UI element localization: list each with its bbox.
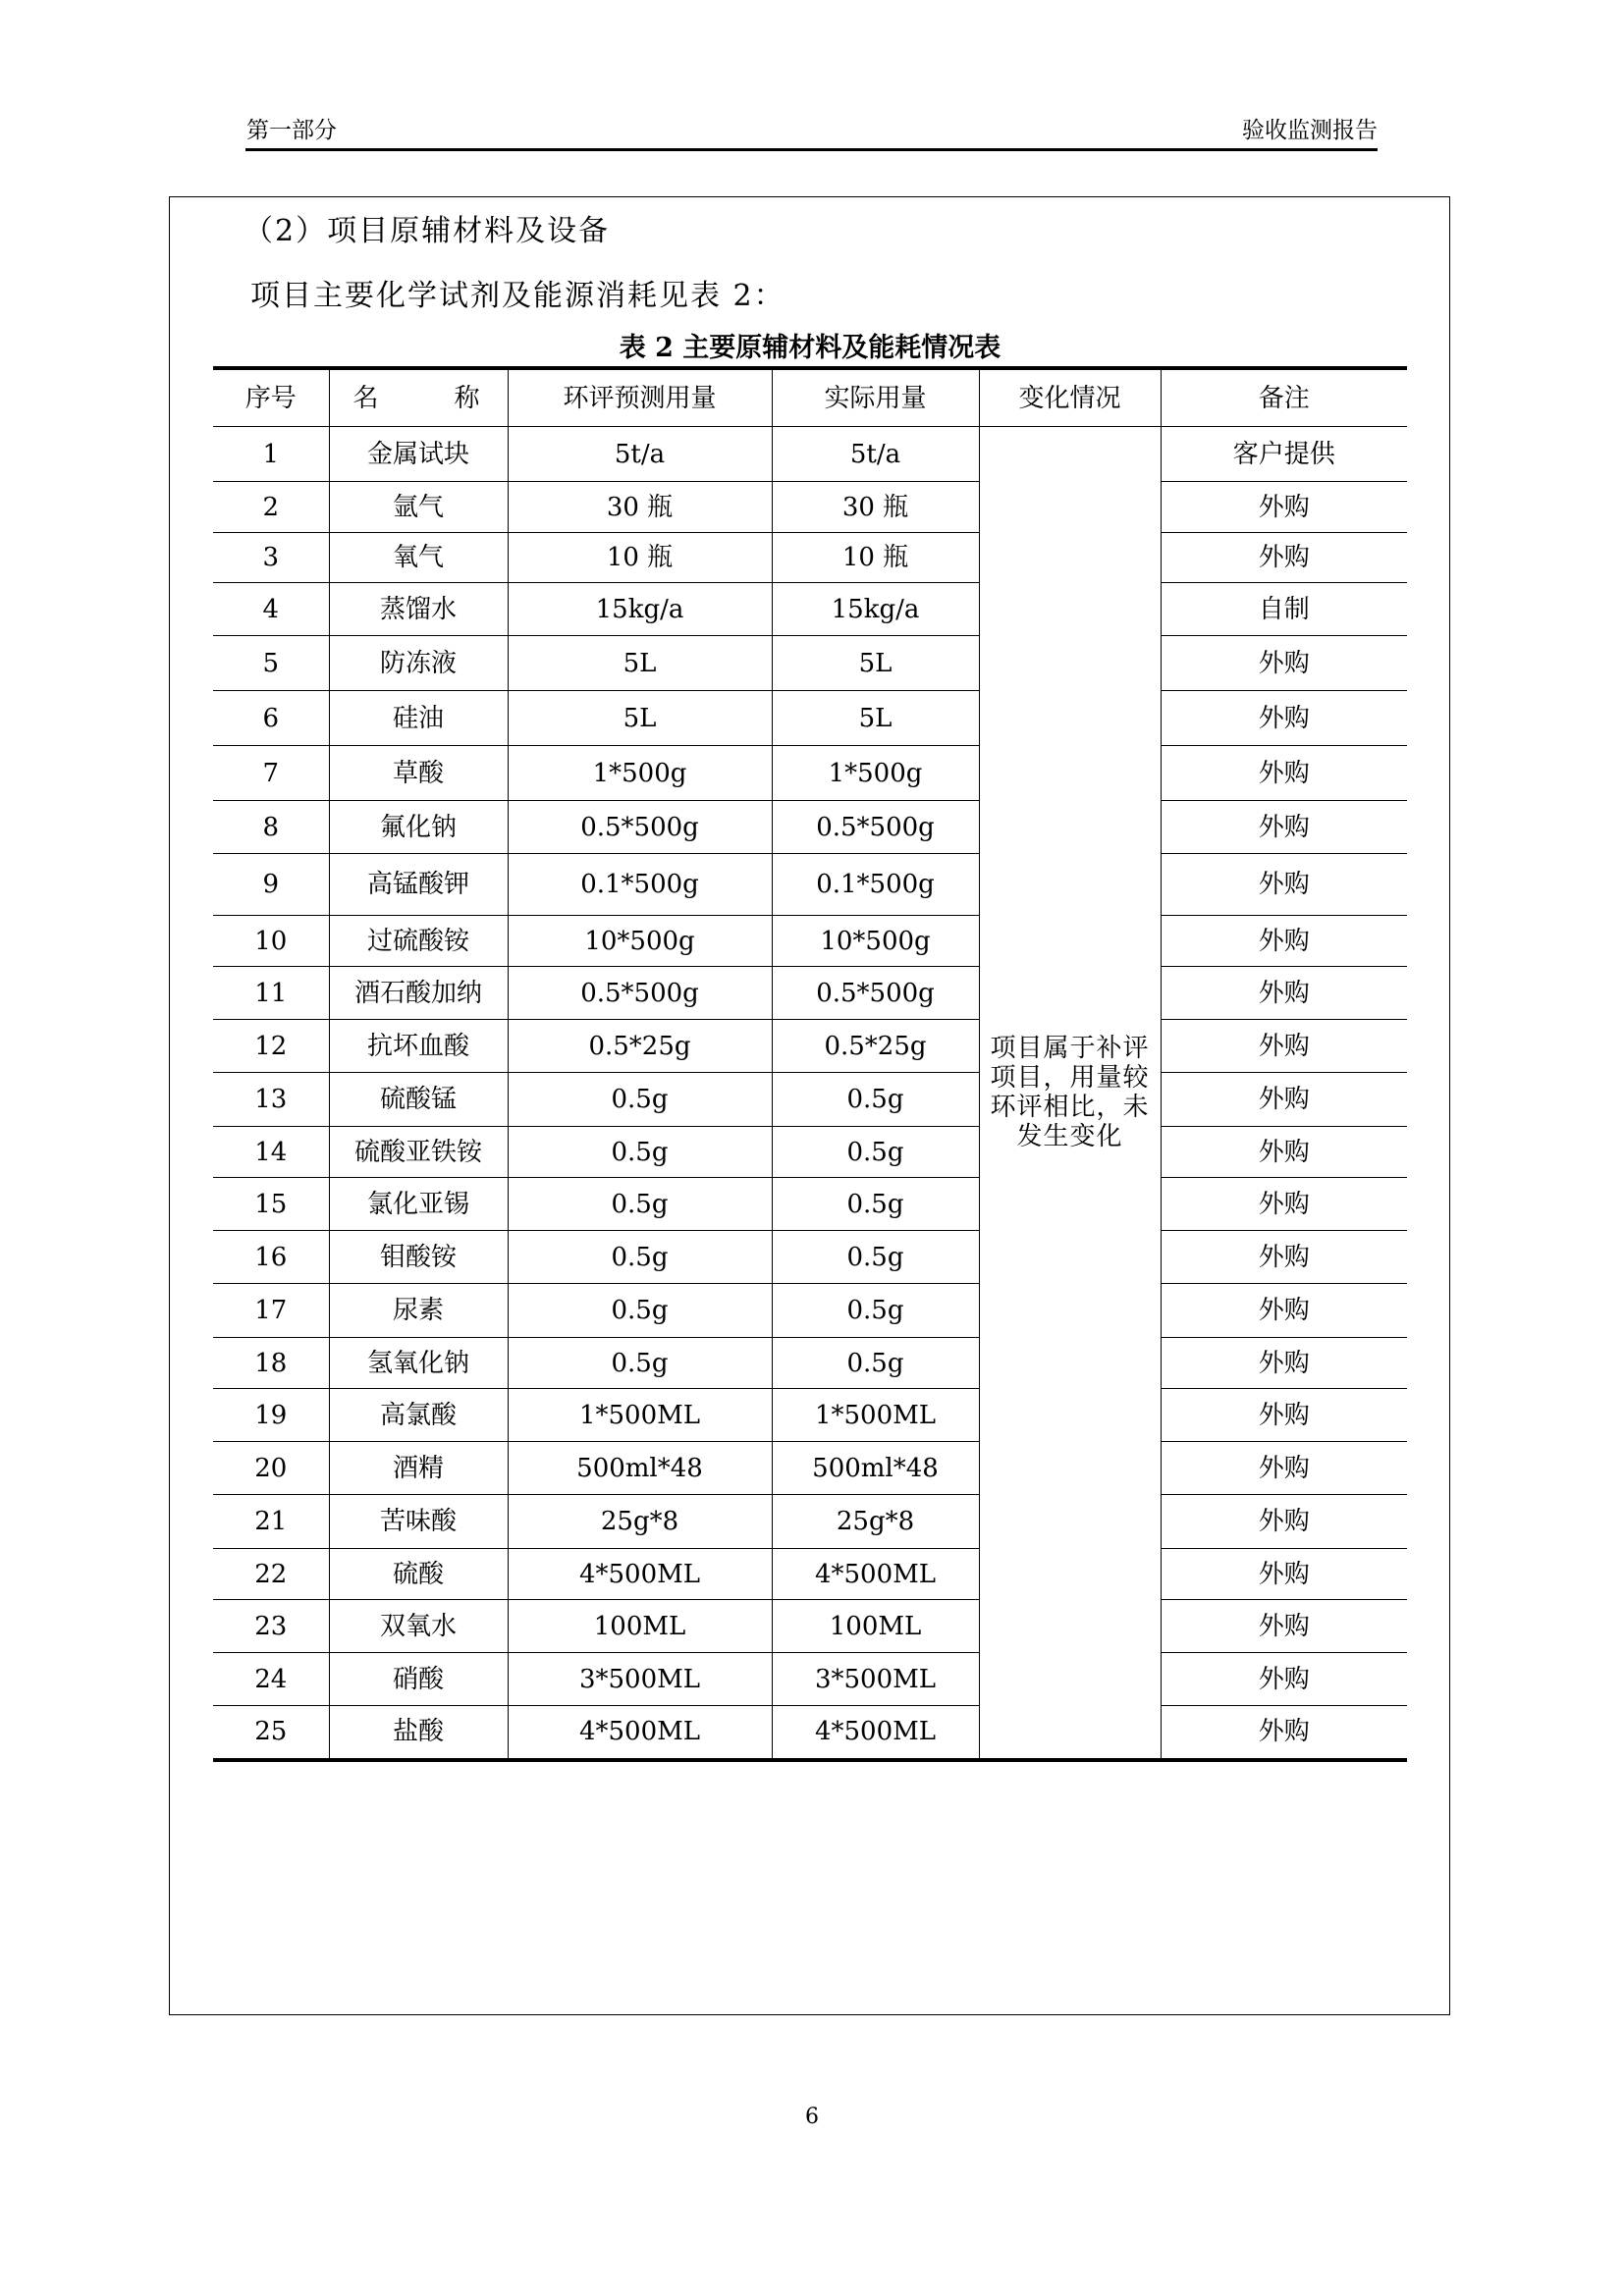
cell-index: 6 [213, 691, 329, 746]
table-row [213, 916, 1407, 967]
cell-remark: 外购 [1161, 1338, 1407, 1389]
cell-name: 酒石酸加纳 [329, 967, 508, 1020]
cell-remark: 外购 [1161, 1653, 1407, 1706]
cell-estimated: 100ML [508, 1600, 772, 1653]
table-row [213, 1020, 1407, 1073]
materials-table [213, 366, 1407, 1762]
table-row [213, 1231, 1407, 1284]
col-header-estimated: 环评预测用量 [508, 368, 772, 427]
table-row [213, 1389, 1407, 1442]
cell-index: 19 [213, 1389, 329, 1442]
table-row [213, 1127, 1407, 1178]
table-row [213, 583, 1407, 636]
cell-estimated: 1*500g [508, 746, 772, 801]
cell-actual: 1*500g [772, 746, 979, 801]
cell-remark: 外购 [1161, 1495, 1407, 1549]
table-row [213, 1178, 1407, 1231]
section-intro: 项目主要化学试剂及能源消耗见表 2： [250, 279, 785, 313]
table-caption: 表 2 主要原辅材料及能耗情况表 [619, 333, 1001, 363]
cell-estimated: 0.5g [508, 1231, 772, 1284]
cell-name: 硝酸 [329, 1653, 508, 1706]
cell-index: 22 [213, 1549, 329, 1600]
cell-estimated: 500ml*48 [508, 1442, 772, 1495]
cell-name: 高氯酸 [329, 1389, 508, 1442]
cell-actual: 0.1*500g [772, 854, 979, 916]
cell-actual: 4*500ML [772, 1549, 979, 1600]
cell-estimated: 30 瓶 [508, 482, 772, 533]
cell-actual: 5L [772, 636, 979, 691]
cell-index: 21 [213, 1495, 329, 1549]
col-header-name-b: 称 [454, 383, 480, 413]
cell-remark: 外购 [1161, 1178, 1407, 1231]
cell-actual: 5t/a [772, 427, 979, 482]
cell-remark: 外购 [1161, 916, 1407, 967]
cell-index: 9 [213, 854, 329, 916]
cell-index: 25 [213, 1706, 329, 1760]
cell-estimated: 4*500ML [508, 1706, 772, 1760]
cell-estimated: 15kg/a [508, 583, 772, 636]
cell-actual: 0.5g [772, 1284, 979, 1338]
cell-actual: 0.5g [772, 1127, 979, 1178]
cell-actual: 0.5*25g [772, 1020, 979, 1073]
cell-remark: 外购 [1161, 533, 1407, 583]
cell-index: 20 [213, 1442, 329, 1495]
cell-index: 18 [213, 1338, 329, 1389]
cell-index: 13 [213, 1073, 329, 1127]
cell-index: 3 [213, 533, 329, 583]
cell-name: 尿素 [329, 1284, 508, 1338]
cell-actual: 0.5g [772, 1231, 979, 1284]
cell-estimated: 5L [508, 636, 772, 691]
cell-remark: 外购 [1161, 1706, 1407, 1760]
cell-index: 11 [213, 967, 329, 1020]
cell-name: 过硫酸铵 [329, 916, 508, 967]
cell-name: 氟化钠 [329, 801, 508, 854]
page-number: 6 [805, 2105, 819, 2129]
cell-index: 2 [213, 482, 329, 533]
table-row [213, 1442, 1407, 1495]
table-row [213, 1073, 1407, 1127]
cell-estimated: 0.5*25g [508, 1020, 772, 1073]
cell-actual: 30 瓶 [772, 482, 979, 533]
cell-actual: 4*500ML [772, 1706, 979, 1760]
cell-actual: 25g*8 [772, 1495, 979, 1549]
cell-remark: 外购 [1161, 801, 1407, 854]
cell-actual: 0.5g [772, 1338, 979, 1389]
cell-name: 硫酸锰 [329, 1073, 508, 1127]
cell-estimated: 0.1*500g [508, 854, 772, 916]
cell-name: 氧气 [329, 533, 508, 583]
cell-actual: 10*500g [772, 916, 979, 967]
cell-estimated: 5L [508, 691, 772, 746]
table-row [213, 1338, 1407, 1389]
cell-index: 5 [213, 636, 329, 691]
cell-actual: 0.5g [772, 1178, 979, 1231]
col-header-actual: 实际用量 [772, 368, 979, 427]
table-row [213, 1495, 1407, 1549]
col-header-change: 变化情况 [979, 368, 1161, 427]
cell-actual: 1*500ML [772, 1389, 979, 1442]
cell-remark: 外购 [1161, 967, 1407, 1020]
col-header-name [329, 368, 508, 427]
cell-index: 15 [213, 1178, 329, 1231]
cell-name: 硅油 [329, 691, 508, 746]
cell-index: 1 [213, 427, 329, 482]
cell-estimated: 0.5*500g [508, 801, 772, 854]
table-row [213, 1284, 1407, 1338]
table-row [213, 482, 1407, 533]
cell-name: 氢氧化钠 [329, 1338, 508, 1389]
cell-index: 16 [213, 1231, 329, 1284]
cell-remark: 外购 [1161, 1020, 1407, 1073]
table-row [213, 533, 1407, 583]
cell-name: 硫酸 [329, 1549, 508, 1600]
cell-remark: 客户提供 [1161, 427, 1407, 482]
cell-name: 盐酸 [329, 1706, 508, 1760]
cell-remark: 外购 [1161, 1600, 1407, 1653]
cell-remark: 外购 [1161, 1231, 1407, 1284]
table-row [213, 1653, 1407, 1706]
table-row [213, 746, 1407, 801]
cell-remark: 外购 [1161, 691, 1407, 746]
cell-index: 24 [213, 1653, 329, 1706]
cell-actual: 3*500ML [772, 1653, 979, 1706]
cell-name: 酒精 [329, 1442, 508, 1495]
cell-actual: 10 瓶 [772, 533, 979, 583]
cell-name: 钼酸铵 [329, 1231, 508, 1284]
cell-name: 金属试块 [329, 427, 508, 482]
cell-name: 氩气 [329, 482, 508, 533]
cell-actual: 0.5*500g [772, 967, 979, 1020]
cell-name: 防冻液 [329, 636, 508, 691]
cell-remark: 外购 [1161, 482, 1407, 533]
cell-remark: 外购 [1161, 854, 1407, 916]
table-row [213, 967, 1407, 1020]
cell-estimated: 1*500ML [508, 1389, 772, 1442]
col-header-index: 序号 [213, 368, 329, 427]
cell-name: 高锰酸钾 [329, 854, 508, 916]
cell-estimated: 25g*8 [508, 1495, 772, 1549]
table-row [213, 1706, 1407, 1760]
cell-name: 蒸馏水 [329, 583, 508, 636]
section-heading: （2）项目原辅材料及设备 [244, 214, 611, 248]
table-row [213, 636, 1407, 691]
cell-name: 双氧水 [329, 1600, 508, 1653]
cell-estimated: 3*500ML [508, 1653, 772, 1706]
cell-remark: 自制 [1161, 583, 1407, 636]
cell-index: 12 [213, 1020, 329, 1073]
table-row [213, 1600, 1407, 1653]
cell-estimated: 10*500g [508, 916, 772, 967]
cell-remark: 外购 [1161, 1389, 1407, 1442]
cell-remark: 外购 [1161, 746, 1407, 801]
cell-estimated: 0.5g [508, 1178, 772, 1231]
cell-actual: 0.5g [772, 1073, 979, 1127]
cell-change-merged: 项目属于补评项目，用量较环评相比，未发生变化 [979, 427, 1161, 1760]
cell-remark: 外购 [1161, 636, 1407, 691]
header-rule [245, 148, 1378, 151]
cell-name: 草酸 [329, 746, 508, 801]
running-header-left: 第一部分 [246, 118, 337, 143]
cell-index: 10 [213, 916, 329, 967]
table-body [213, 427, 1407, 1760]
cell-index: 23 [213, 1600, 329, 1653]
cell-remark: 外购 [1161, 1284, 1407, 1338]
cell-actual: 5L [772, 691, 979, 746]
cell-remark: 外购 [1161, 1073, 1407, 1127]
cell-index: 14 [213, 1127, 329, 1178]
cell-actual: 500ml*48 [772, 1442, 979, 1495]
table-row [213, 427, 1407, 482]
cell-actual: 100ML [772, 1600, 979, 1653]
cell-estimated: 10 瓶 [508, 533, 772, 583]
cell-index: 8 [213, 801, 329, 854]
cell-index: 17 [213, 1284, 329, 1338]
cell-remark: 外购 [1161, 1127, 1407, 1178]
cell-estimated: 0.5g [508, 1284, 772, 1338]
cell-index: 7 [213, 746, 329, 801]
cell-estimated: 0.5*500g [508, 967, 772, 1020]
cell-estimated: 4*500ML [508, 1549, 772, 1600]
table-row [213, 801, 1407, 854]
cell-estimated: 5t/a [508, 427, 772, 482]
table-row [213, 691, 1407, 746]
col-header-name-a: 名 [352, 383, 379, 413]
cell-estimated: 0.5g [508, 1127, 772, 1178]
cell-remark: 外购 [1161, 1549, 1407, 1600]
table-header-row [213, 368, 1407, 427]
cell-index: 4 [213, 583, 329, 636]
running-header-right: 验收监测报告 [1242, 118, 1378, 143]
cell-estimated: 0.5g [508, 1338, 772, 1389]
cell-name: 硫酸亚铁铵 [329, 1127, 508, 1178]
cell-estimated: 0.5g [508, 1073, 772, 1127]
table-row [213, 854, 1407, 916]
cell-name: 抗坏血酸 [329, 1020, 508, 1073]
cell-actual: 0.5*500g [772, 801, 979, 854]
cell-name: 苦味酸 [329, 1495, 508, 1549]
cell-remark: 外购 [1161, 1442, 1407, 1495]
col-header-remark: 备注 [1161, 368, 1407, 427]
table-row [213, 1549, 1407, 1600]
cell-name: 氯化亚锡 [329, 1178, 508, 1231]
cell-actual: 15kg/a [772, 583, 979, 636]
